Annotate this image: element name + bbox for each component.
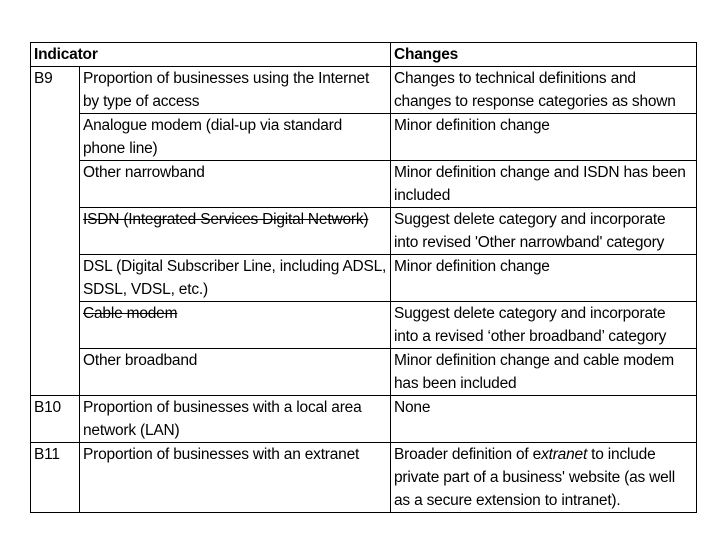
table-row xyxy=(31,208,697,255)
changes-column-header: Changes xyxy=(391,43,697,67)
change-description: None xyxy=(391,396,697,443)
change-text-italic: xtranet xyxy=(541,446,588,463)
indicator-code-b10: B10 xyxy=(31,396,80,443)
table-row xyxy=(31,255,697,302)
change-description: Changes to technical definitions and changes to response categories as shown xyxy=(391,67,697,114)
table-row xyxy=(31,443,697,513)
table-row xyxy=(31,67,697,114)
change-description: Minor definition change xyxy=(391,114,697,161)
table-row xyxy=(31,161,697,208)
change-description xyxy=(391,443,697,513)
indicator-column-header: Indicator xyxy=(31,43,391,67)
indicator-description-struck: Cable modem xyxy=(80,302,391,349)
change-description: Minor definition change and ISDN has been included xyxy=(391,161,697,208)
table-row xyxy=(31,114,697,161)
indicator-description: Analogue modem (dial-up via standard phone line) xyxy=(80,114,391,161)
change-text-part: Broader definition of e xyxy=(394,446,542,463)
table-row xyxy=(31,396,697,443)
indicator-description: Other broadband xyxy=(80,349,391,396)
indicator-changes-table xyxy=(30,42,697,513)
table-header-row xyxy=(31,43,697,67)
change-description: Suggest delete category and incorporate into a revised ‘other broadband’ category xyxy=(391,302,697,349)
table-row xyxy=(31,302,697,349)
table-row xyxy=(31,349,697,396)
indicator-code-b11: B11 xyxy=(31,443,80,513)
indicator-code-b9: B9 xyxy=(31,67,80,396)
change-description: Suggest delete category and incorporate into revised 'Other narrowband' category xyxy=(391,208,697,255)
indicator-description: Proportion of businesses with a local area network (LAN) xyxy=(80,396,391,443)
indicator-description: DSL (Digital Subscriber Line, including ADSL, SDSL, VDSL, etc.) xyxy=(80,255,391,302)
indicator-description-struck: ISDN (Integrated Services Digital Network) xyxy=(80,208,391,255)
change-description: Minor definition change and cable modem has been included xyxy=(391,349,697,396)
indicator-description: Proportion of businesses with an extranet xyxy=(80,443,391,513)
change-text-part: to include private part of a business' website (as well as a secure extension to intranet). xyxy=(394,446,676,509)
indicator-description: Proportion of businesses using the Internet by type of access xyxy=(80,67,391,114)
indicator-description: Other narrowband xyxy=(80,161,391,208)
change-description: Minor definition change xyxy=(391,255,697,302)
